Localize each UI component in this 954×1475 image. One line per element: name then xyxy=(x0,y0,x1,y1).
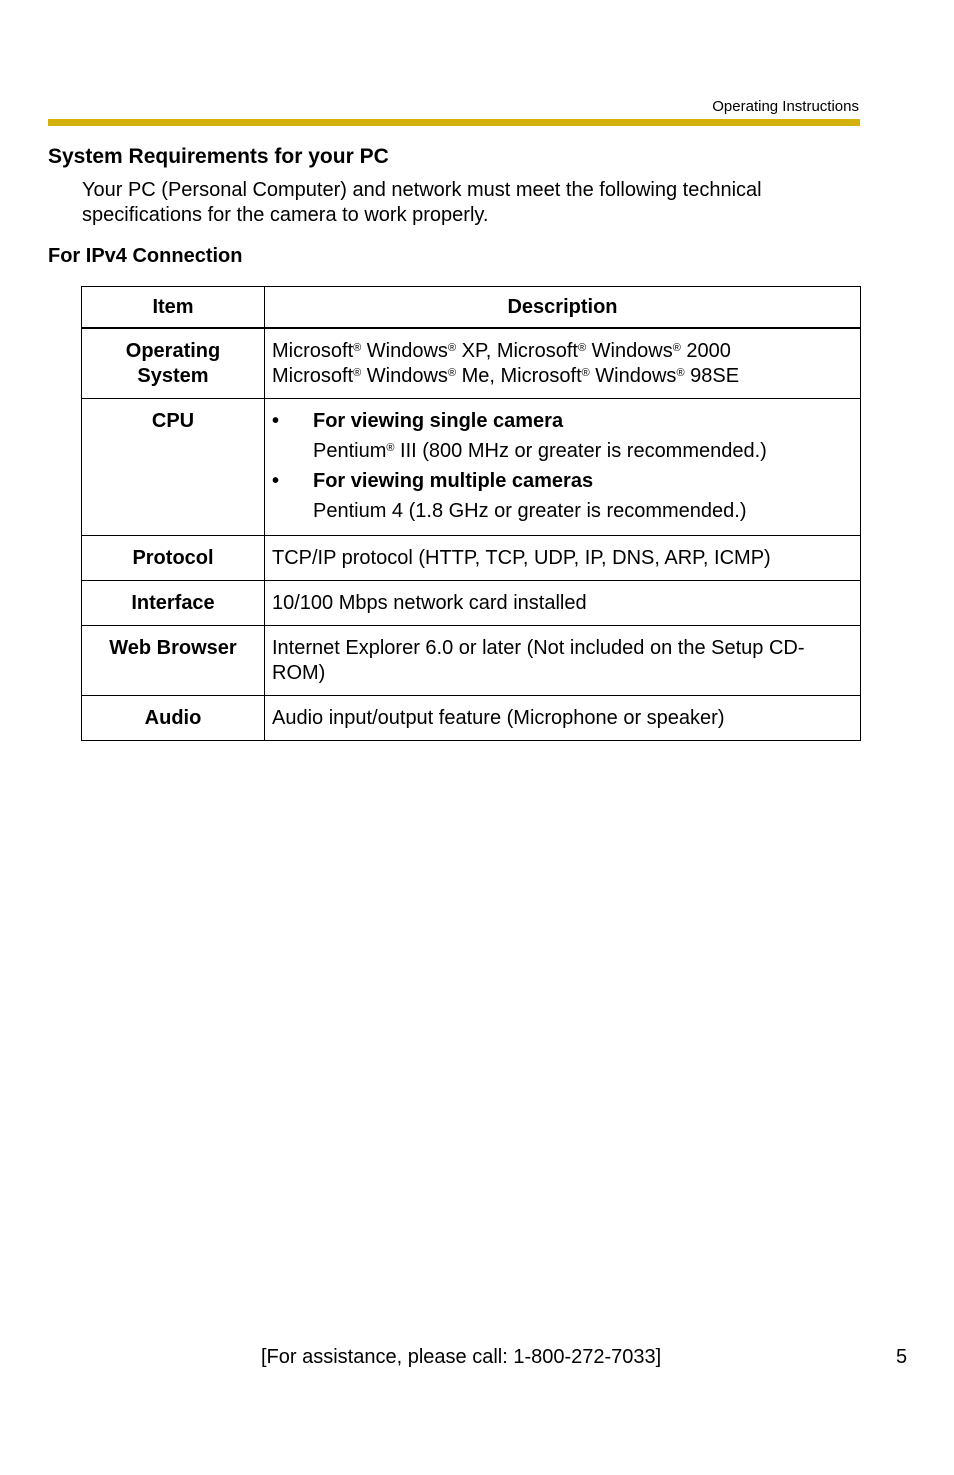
os-line-1 xyxy=(272,339,852,364)
row-label-os-line2: System xyxy=(137,365,209,387)
registered-mark: ® xyxy=(447,367,457,379)
running-header: Operating Instructions xyxy=(712,98,859,115)
os-text: Me, Microsoft xyxy=(456,365,582,387)
row-desc-browser: Internet Explorer 6.0 or later (Not included on the Setup CD-ROM) xyxy=(265,626,861,696)
registered-mark: ® xyxy=(577,342,587,354)
row-label-audio: Audio xyxy=(82,696,265,741)
registered-mark: ® xyxy=(386,442,395,454)
header-rule xyxy=(48,119,860,126)
row-desc-interface: 10/100 Mbps network card installed xyxy=(265,581,861,626)
registered-mark: ® xyxy=(353,342,362,354)
cpu-bullet-multi xyxy=(272,469,852,494)
row-desc-cpu xyxy=(265,399,861,536)
column-header-description: Description xyxy=(265,287,861,329)
cpu-single-body xyxy=(272,439,852,464)
cpu-multi-title: For viewing multiple cameras xyxy=(313,470,594,492)
assistance-line: [For assistance, please call: 1-800-272-7033] xyxy=(261,1346,662,1368)
registered-mark: ® xyxy=(353,367,362,379)
intro-paragraph: Your PC (Personal Computer) and network must meet the following technical specifications for the camera to work properly. xyxy=(82,179,762,226)
page-number: 5 xyxy=(896,1346,908,1368)
registered-mark: ® xyxy=(672,342,681,354)
os-text: 2000 xyxy=(680,340,731,362)
table-row-protocol xyxy=(82,536,861,581)
subsection-title: For IPv4 Connection xyxy=(48,245,243,267)
os-text: Windows xyxy=(586,340,673,362)
cpu-text: Pentium xyxy=(313,440,387,462)
bullet-icon: • xyxy=(272,470,280,492)
row-label-interface: Interface xyxy=(82,581,265,626)
os-text: Windows xyxy=(589,365,677,387)
row-label-os-line1: Operating xyxy=(125,340,221,362)
column-header-item: Item xyxy=(82,287,265,329)
table-row-interface xyxy=(82,581,861,626)
registered-mark: ® xyxy=(581,367,590,379)
os-text: XP, Microsoft xyxy=(456,340,578,362)
requirements-table xyxy=(81,286,861,741)
cpu-single-title: For viewing single camera xyxy=(313,410,564,432)
os-text: Windows xyxy=(361,340,448,362)
os-text: Microsoft xyxy=(272,340,354,362)
cpu-text: III (800 MHz or greater is recommended.) xyxy=(394,440,767,462)
os-text: 98SE xyxy=(684,365,740,387)
row-desc-os xyxy=(265,328,861,399)
row-desc-protocol: TCP/IP protocol (HTTP, TCP, UDP, IP, DNS, ARP, ICMP) xyxy=(265,536,861,581)
registered-mark: ® xyxy=(447,342,457,354)
row-label-cpu: CPU xyxy=(82,399,265,536)
table-row-audio xyxy=(82,696,861,741)
table-header-row xyxy=(82,287,861,329)
bullet-icon: • xyxy=(272,410,280,432)
os-text: Microsoft xyxy=(272,365,354,387)
os-line-2 xyxy=(272,364,852,389)
row-label-browser: Web Browser xyxy=(82,626,265,696)
row-label-protocol: Protocol xyxy=(82,536,265,581)
registered-mark: ® xyxy=(676,367,685,379)
section-title: System Requirements for your PC xyxy=(48,145,389,168)
row-desc-audio: Audio input/output feature (Microphone or speaker) xyxy=(265,696,861,741)
row-label-os xyxy=(82,328,265,399)
os-text: Windows xyxy=(361,365,448,387)
cpu-multi-body: Pentium 4 (1.8 GHz or greater is recommended.) xyxy=(313,500,747,522)
table-row-cpu xyxy=(82,399,861,536)
table-row-browser xyxy=(82,626,861,696)
table-row-os xyxy=(82,328,861,399)
cpu-bullet-single xyxy=(272,409,852,434)
